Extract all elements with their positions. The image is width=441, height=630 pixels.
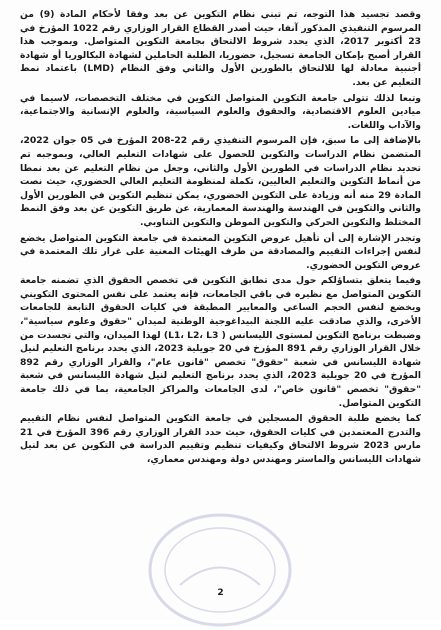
- document-body: [20, 8, 421, 469]
- paragraph-4: وتجدر الإشارة إلى أن تأهيل عروض التكوين المعتمدة في جامعة التكوين المتواصل يخضع لنفس إجراءات التقييم والمصادقة من طرف الهيئات المعنية على غرار تلك المعتمدة في عروض التكوين الحضوري.: [20, 232, 421, 271]
- paragraph-3: بالإضافة إلى ما سبق، فإن المرسوم التنفيذي رقم 22-208 المؤرخ في 05 جوان 2022، المتضمن نظام الدراسات والتكوين للحصول على شهادات التعليم العالي، وبموجبه تم تحديد نظام الدراسات في الطورين الأول والثاني، وجعل من نظام التعليم عن بعد نمطا من أنماط التكوين والتعليم العاليين، تكملة لمنظومة التعليم العالي الحضوري، حيث نصت المادة 29 منه أنه وزيادة على التكوين الحضوري، يمكن تنظيم التكوين في الطورين الأول والثاني والتكوين في الهندسة والهندسة المعمارية، عن طريق التكوين عن بعد وفق النمط المختلط والتكوين الحركي والتكوين الموطن والتكوين التناوبي.: [20, 135, 422, 228]
- paragraph-1: وقصد تجسيد هذا التوجه، تم تبني نظام التكوين عن بعد وفقا لأحكام المادة (9) من المرسوم التنفيذي المذكور آنفا، حيث أصدر القطاع القرار الوزاري رقم 1022 المؤرخ في 23 أكتوبر 2017، الذي يحدد شروط الالتحاق بجامعة التكوين المتواصل. وبموجب هذا القرار أصبح بإمكان الجامعة تسجيل، حضوريا، الطلبة الحاملين لشهادة البكالوريا أو شهادة أجنبية معادلة لها للالتحاق بالطورين الأول والثاني وفق النظام (LMD) باعتماد نمط التعليم عن بعد.: [20, 9, 422, 88]
- paragraph-6: كما يخضع طلبة الحقوق المسجلين في جامعة التكوين المتواصل لنفس نظام التقييم والتدرج المعتمدين في كليات الحقوق، حيث حدد القرار الوزاري رقم 396 المؤرخ في 21 مارس 2023 شروط الالتحاق وكيفيات تنظيم وتقييم الدراسة في التكوين عن بعد لنيل شهادات الليسانس والماستر ومهندس دولة ومهندس معماري،: [20, 413, 421, 465]
- paragraph-5: وفيما يتعلق بتساؤلكم حول مدى تطابق التكوين في تخصص الحقوق الذي تضمنه جامعة التكوين المتواصل مع نظيره في باقي الجامعات، فإنه يعتمد على نفس المحتوى التكويني ويخضع لنفس الحجم الساعي والمعايير المطبقة في كليات الحقوق التابعة للجامعات الأخرى، والذي صادقت عليه اللجنة البيداغوجية الوطنية لميدان "حقوق وعلوم سياسية"، وضبطت برنامج التكوين لمستوى الليسانس ( L1، L2، L3) لهذا الميدان، والتي تجسدت من خلال القرار الوزاري رقم 891 المؤرخ في 20 جويلية 2023، الذي يحدد برنامج التعليم لنيل شهادة الليسانس في شعبة "حقوق" تخصص "قانون عام"، والقرار الوزاري رقم 892 المؤرخ في 20 جويلية 2023، الذي يحدد برنامج التعليم لنيل شهادة الليسانس في شعبة "حقوق" تخصص "قانون خاص"، لدى الجامعات والمراكز الجامعية، بما في ذلك جامعة التكوين المتواصل.: [20, 275, 422, 409]
- official-stamp-icon: [120, 490, 320, 630]
- page-number: 2: [217, 588, 224, 598]
- paragraph-2: وتبعا لذلك تتولى جامعة التكوين المتواصل التكوين في مختلف التخصصات، لاسيما في ميادين العلوم الاقتصادية، والحقوق والعلوم السياسية، والعلوم الإنسانية والاجتماعية، والآداب واللغات.: [20, 92, 421, 131]
